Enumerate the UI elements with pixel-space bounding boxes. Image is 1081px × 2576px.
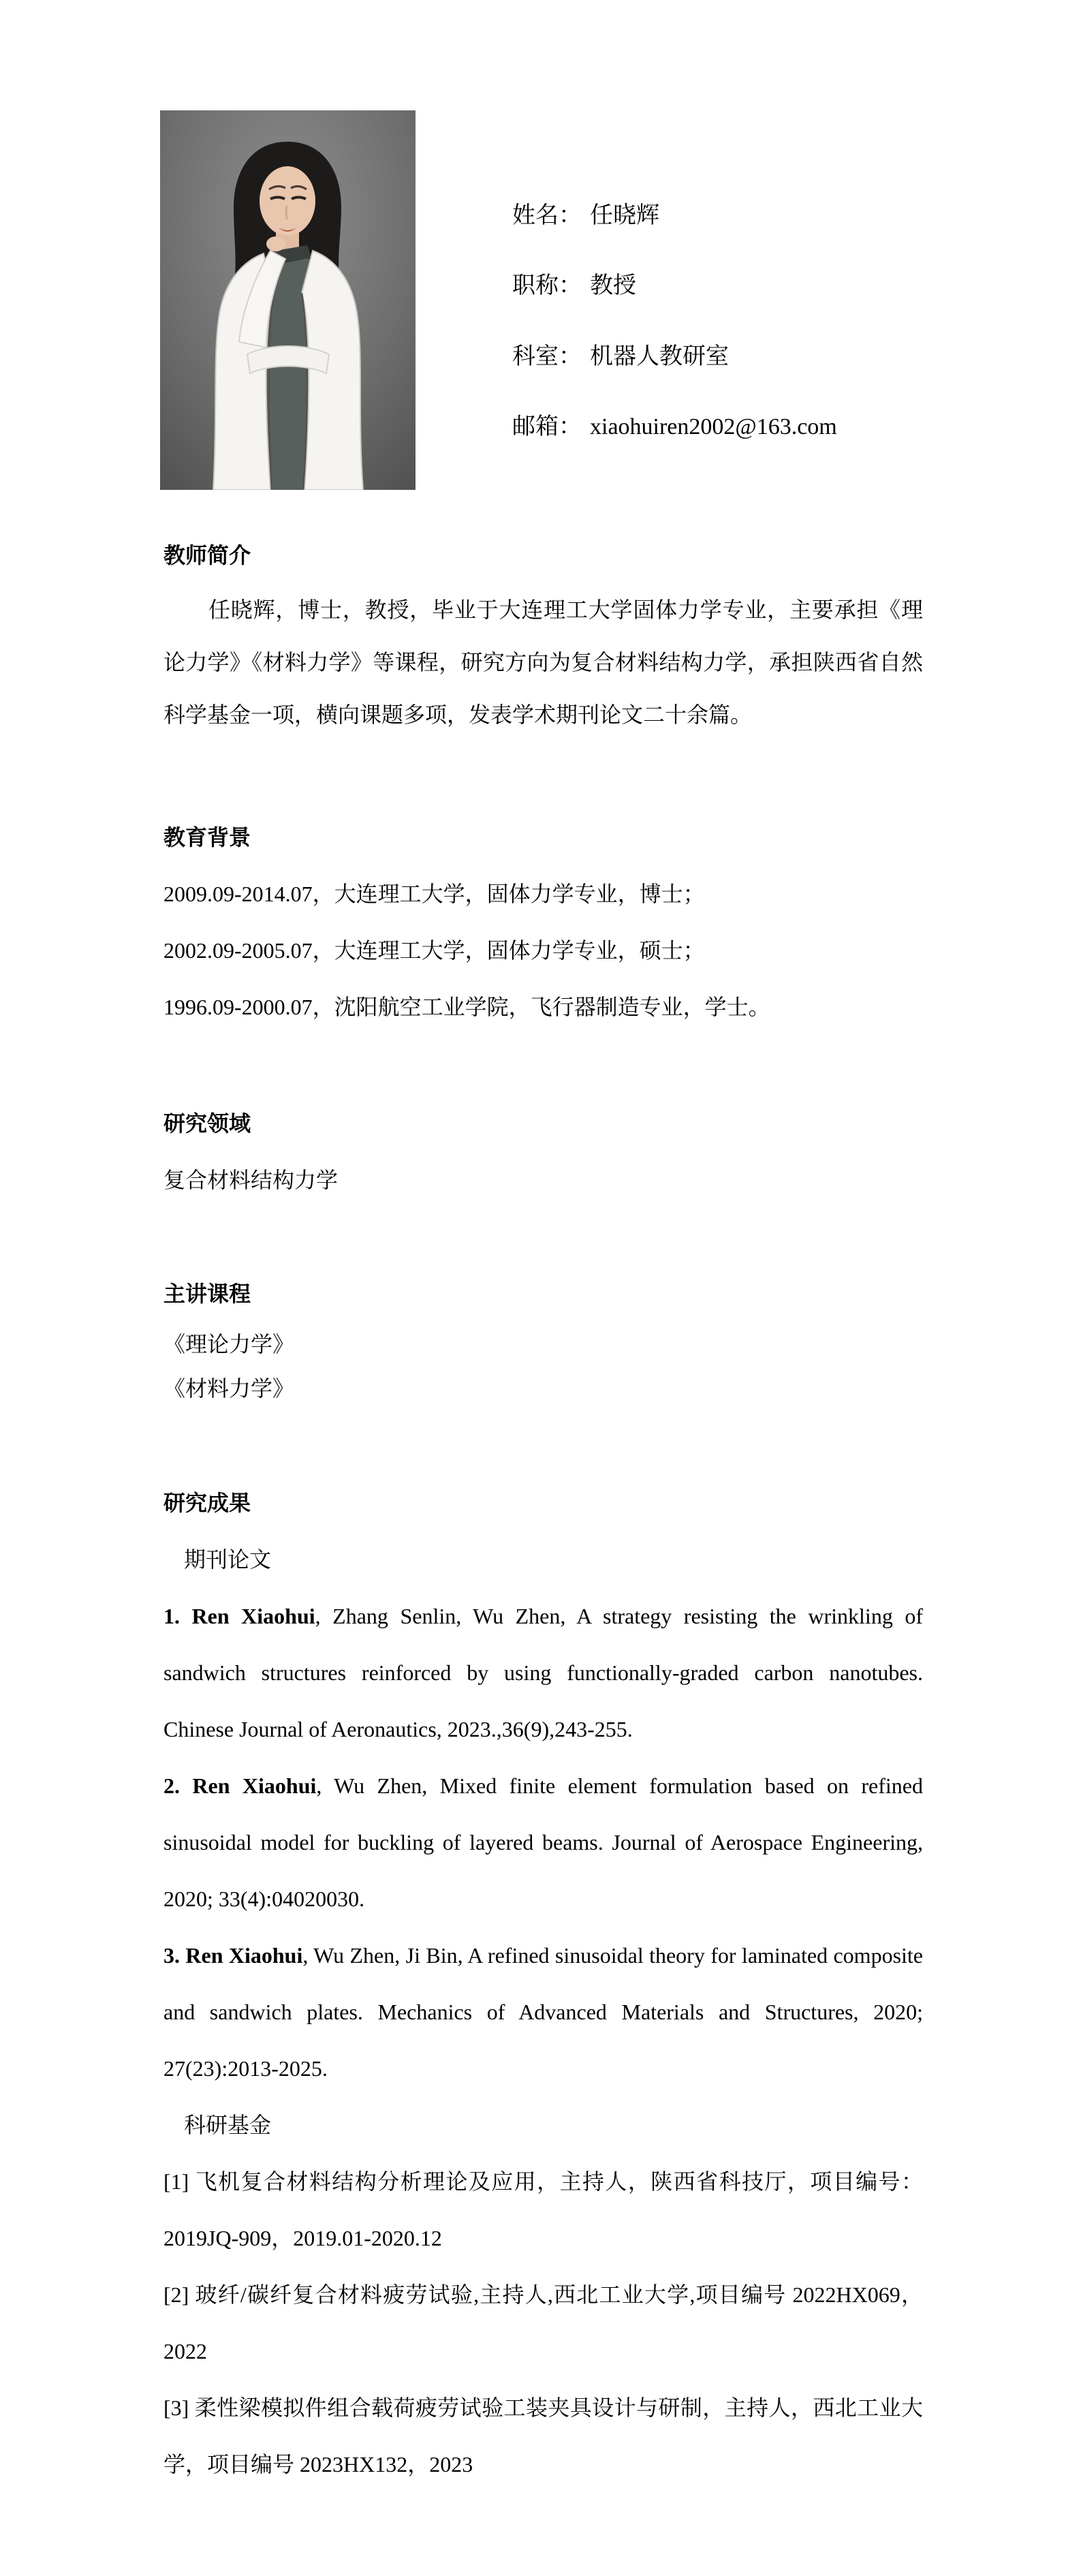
paper-rest: , Wu Zhen, Ji Bin, A refined sinusoidal theory for laminated composite and sandwich plates. Mechanics of Advanced Materials and Structures, 2020; 27(23):2013-2025. (163, 1943, 924, 2081)
section-achievements (163, 1475, 923, 2493)
paper-rest: , Wu Zhen, Mixed finite element formulation based on refined sinusoidal model for buckling of layered beams. Journal of Aerospace Engineering, 2020; 33(4):04020030. (163, 1773, 924, 1911)
paper-lead: 1. Ren Xiaohui (163, 1604, 315, 1628)
fund-item: [3] 柔性梁模拟件组合载荷疲劳试验工装夹具设计与研制，主持人，西北工业大学，项目编号 2023HX132，2023 (163, 2395, 923, 2477)
fund-item: [2] 玻纤/碳纤复合材料疲劳试验,主持人,西北工业大学,项目编号 2022HX069，2022 (163, 2282, 923, 2363)
department-label: 科室： (512, 344, 582, 369)
email-label: 邮箱： (512, 414, 582, 439)
fund-item: [1] 飞机复合材料结构分析理论及应用，主持人，陕西省科技厅，项目编号：2019JQ-909，2019.01-2020.12 (163, 2169, 923, 2250)
research-area-item: 复合材料结构力学 (163, 1168, 339, 1192)
education-item: 2002.09-2005.07，大连理工大学，固体力学专业，硕士； (163, 938, 705, 963)
department-value: 机器人教研室 (590, 344, 729, 369)
paper-lead: 2. Ren Xiaohui (163, 1773, 317, 1798)
paper-lead: 3. Ren Xiaohui (163, 1943, 303, 1968)
info-row-name (512, 204, 659, 228)
title-label: 职称： (512, 273, 582, 298)
section-education (163, 809, 923, 1036)
research-area-heading: 研究领域 (163, 1111, 251, 1136)
name-label: 姓名： (512, 203, 582, 228)
paper-item (163, 1758, 923, 1927)
section-research-area (163, 1096, 923, 1209)
intro-paragraph: 任晓辉，博士，教授，毕业于大连理工大学固体力学专业，主要承担《理论力学》《材料力学》等课程，研究方向为复合材料结构力学，承担陕西省自然科学基金一项，横向课题多项，发表学术期刊论文二十余篇。 (163, 598, 923, 727)
intro-heading: 教师简介 (163, 543, 251, 568)
title-value: 教授 (590, 273, 636, 298)
info-row-email (512, 416, 837, 439)
teacher-photo (160, 110, 416, 490)
research-funds-subheading: 科研基金 (184, 2113, 272, 2137)
info-row-department (512, 345, 729, 369)
name-value: 任晓辉 (590, 203, 659, 228)
info-row-title (512, 275, 636, 298)
journal-papers-subheading: 期刊论文 (184, 1547, 272, 1572)
section-courses (163, 1266, 923, 1411)
email-value: xiaohuiren2002@163.com (590, 414, 837, 439)
course-item: 《材料力学》 (163, 1376, 295, 1401)
section-intro (163, 527, 923, 741)
education-heading: 教育背景 (163, 825, 251, 850)
courses-heading: 主讲课程 (163, 1282, 251, 1306)
course-item: 《理论力学》 (163, 1332, 295, 1356)
education-item: 1996.09-2000.07，沈阳航空工业学院，飞行器制造专业，学士。 (163, 995, 770, 1019)
profile-header (163, 110, 923, 490)
paper-rest: , Zhang Senlin, Wu Zhen, A strategy resisting the wrinkling of sandwich structures reinforced by using functionally-graded carbon nanotubes. Chinese Journal of Aeronautics, 2023.,36(9),243-255. (163, 1604, 923, 1741)
paper-item (163, 1927, 923, 2097)
portrait-illustration (160, 110, 416, 490)
paper-item (163, 1588, 923, 1758)
achievements-heading: 研究成果 (163, 1491, 251, 1515)
education-item: 2009.09-2014.07，大连理工大学，固体力学专业，博士； (163, 882, 705, 906)
